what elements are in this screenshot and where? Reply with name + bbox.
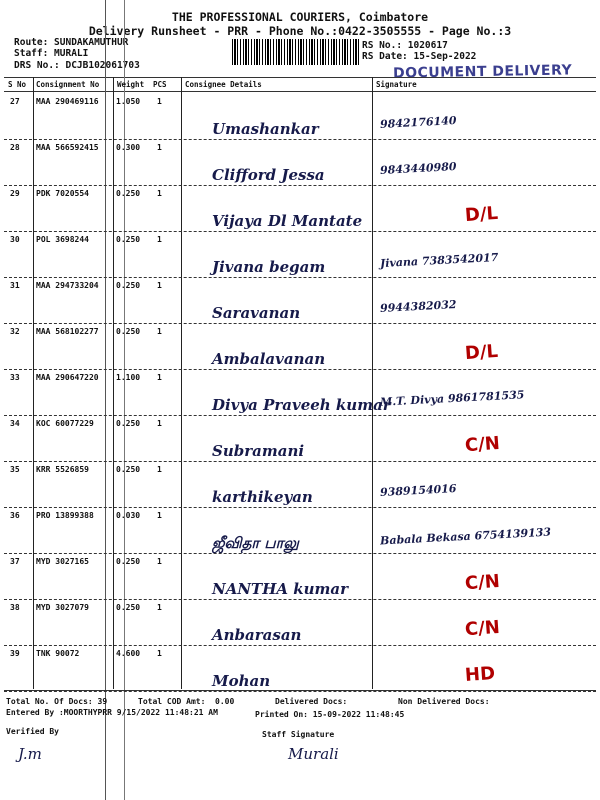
row-consignment-no: KRR 5526859 — [36, 465, 89, 474]
route-label: Route: SUNDAKAMUTHUR — [14, 37, 129, 48]
table-row — [0, 462, 600, 508]
row-divider — [4, 691, 596, 692]
row-status-mark: C/N — [464, 570, 501, 595]
runsheet-subtitle: Delivery Runsheet - PRR - Phone No.:0422-3505555 - Page No.:3 — [88, 24, 512, 38]
total-docs: Total No. Of Docs: 39 — [6, 697, 108, 706]
table-row — [0, 324, 600, 370]
company-title: THE PROFESSIONAL COURIERS, Coimbatore — [171, 10, 429, 24]
row-pcs: 1 — [157, 603, 162, 612]
total-cod-label: Total COD Amt: — [138, 697, 206, 706]
row-pcs: 1 — [157, 373, 162, 382]
document-delivery-stamp: DOCUMENT DELIVERY — [392, 62, 573, 82]
table-row — [0, 278, 600, 324]
row-consignment-no: MAA 290647220 — [36, 373, 99, 382]
row-status-mark: HD — [464, 662, 496, 687]
table-row — [0, 600, 600, 646]
table-top-border — [4, 77, 596, 78]
row-sno: 33 — [10, 373, 20, 382]
row-consignee-name: Divya Praveeh kumar — [212, 396, 391, 414]
row-pcs: 1 — [157, 557, 162, 566]
row-consignment-no: MAA 294733204 — [36, 281, 99, 290]
table-header-border — [4, 91, 596, 92]
row-consignment-no: MAA 568102277 — [36, 327, 99, 336]
row-consignee-name: Clifford Jessa — [212, 166, 325, 184]
table-row — [0, 232, 600, 278]
col-header-consignment: Consignment No — [36, 80, 100, 89]
table-row — [0, 94, 600, 140]
row-weight: 0.250 — [116, 603, 141, 612]
printed-on: Printed On: 15-09-2022 11:48:45 — [255, 710, 405, 719]
row-signature: M.T. Divya 9861781535 — [379, 388, 525, 409]
row-signature: Jivana 7383542017 — [379, 250, 499, 271]
delivered-docs: Delivered Docs: — [275, 697, 348, 706]
row-consignee-name: Ambalavanan — [212, 350, 326, 368]
row-weight: 0.030 — [116, 511, 141, 520]
row-consignee-name: Anbarasan — [212, 626, 302, 644]
barcode-image — [232, 39, 359, 65]
row-weight: 0.300 — [116, 143, 141, 152]
row-consignee-name: Umashankar — [212, 120, 319, 138]
rs-number: RS No.: 1020617 — [362, 40, 448, 51]
row-sno: 37 — [10, 557, 20, 566]
table-row — [0, 508, 600, 554]
row-consignee-name: Jivana begam — [212, 258, 326, 276]
entered-by: Entered By :MOORTHYPRR 9/15/2022 11:48:21 AM — [6, 708, 218, 717]
row-sno: 32 — [10, 327, 20, 336]
row-pcs: 1 — [157, 649, 162, 658]
row-pcs: 1 — [157, 97, 162, 106]
verified-signature: J.m — [18, 745, 42, 763]
row-pcs: 1 — [157, 327, 162, 336]
non-delivered-docs: Non Delivered Docs: — [398, 697, 490, 706]
row-signature: 9843440980 — [379, 160, 457, 177]
col-header-weight: Weight — [117, 80, 145, 89]
row-pcs: 1 — [157, 143, 162, 152]
row-pcs: 1 — [157, 511, 162, 520]
total-cod-value: 0.00 — [215, 697, 235, 706]
table-row — [0, 370, 600, 416]
row-consignee-name: Vijaya Dl Mantate — [212, 212, 363, 230]
row-consignee-name: ஜீவிதா பாலு — [212, 534, 299, 552]
row-status-mark: D/L — [464, 202, 499, 227]
row-consignment-no: POL 3698244 — [36, 235, 89, 244]
row-status-mark: C/N — [464, 432, 501, 457]
row-signature: 9389154016 — [379, 482, 457, 499]
row-consignment-no: MYD 3027079 — [36, 603, 89, 612]
table-row — [0, 554, 600, 600]
row-weight: 0.250 — [116, 189, 141, 198]
col-header-pcs: PCS — [153, 80, 167, 89]
row-weight: 4.600 — [116, 649, 141, 658]
verified-by: Verified By — [6, 727, 59, 736]
row-signature: 9842176140 — [379, 114, 457, 131]
row-sno: 38 — [10, 603, 20, 612]
row-pcs: 1 — [157, 189, 162, 198]
staff-signature-label: Staff Signature — [262, 730, 335, 739]
row-sno: 29 — [10, 189, 20, 198]
row-sno: 28 — [10, 143, 20, 152]
row-weight: 0.250 — [116, 235, 141, 244]
row-consignment-no: KOC 60077229 — [36, 419, 94, 428]
drs-number: DRS No.: DCJB102061703 — [14, 60, 140, 71]
row-pcs: 1 — [157, 465, 162, 474]
row-weight: 0.250 — [116, 281, 141, 290]
row-pcs: 1 — [157, 281, 162, 290]
col-header-consignee: Consignee Details — [185, 80, 262, 89]
table-row — [0, 186, 600, 232]
staff-signature: Murali — [288, 745, 339, 763]
row-consignee-name: karthikeyan — [212, 488, 313, 506]
row-weight: 1.050 — [116, 97, 141, 106]
row-weight: 0.250 — [116, 465, 141, 474]
row-sno: 30 — [10, 235, 20, 244]
row-consignment-no: MYD 3027165 — [36, 557, 89, 566]
row-sno: 31 — [10, 281, 20, 290]
row-weight: 1.100 — [116, 373, 141, 382]
row-consignment-no: PDK 7020554 — [36, 189, 89, 198]
row-consignment-no: TNK 90072 — [36, 649, 80, 658]
row-consignee-name: Subramani — [212, 442, 305, 460]
row-sno: 34 — [10, 419, 20, 428]
table-row — [0, 140, 600, 186]
staff-label: Staff: MURALI — [14, 48, 89, 59]
row-sno: 27 — [10, 97, 20, 106]
row-weight: 0.250 — [116, 419, 141, 428]
footer-border — [4, 690, 596, 691]
col-header-sno: S No — [8, 80, 27, 89]
row-consignee-name: Mohan — [212, 672, 271, 690]
row-consignment-no: MAA 290469116 — [36, 97, 99, 106]
row-pcs: 1 — [157, 419, 162, 428]
row-consignment-no: MAA 566592415 — [36, 143, 99, 152]
row-sno: 39 — [10, 649, 20, 658]
row-weight: 0.250 — [116, 557, 141, 566]
col-header-signature: Signature — [376, 80, 417, 89]
rs-date: RS Date: 15-Sep-2022 — [362, 51, 477, 62]
row-weight: 0.250 — [116, 327, 141, 336]
row-consignee-name: Saravanan — [212, 304, 301, 322]
row-signature: 9944382032 — [379, 298, 457, 315]
row-status-mark: D/L — [464, 340, 499, 365]
row-consignment-no: PRO 13899388 — [36, 511, 94, 520]
row-sno: 36 — [10, 511, 20, 520]
row-signature: Babala Bekasa 6754139133 — [379, 525, 552, 548]
row-sno: 35 — [10, 465, 20, 474]
row-status-mark: C/N — [464, 616, 501, 641]
table-row — [0, 646, 600, 692]
row-consignee-name: NANTHA kumar — [212, 580, 349, 598]
table-row — [0, 416, 600, 462]
row-pcs: 1 — [157, 235, 162, 244]
